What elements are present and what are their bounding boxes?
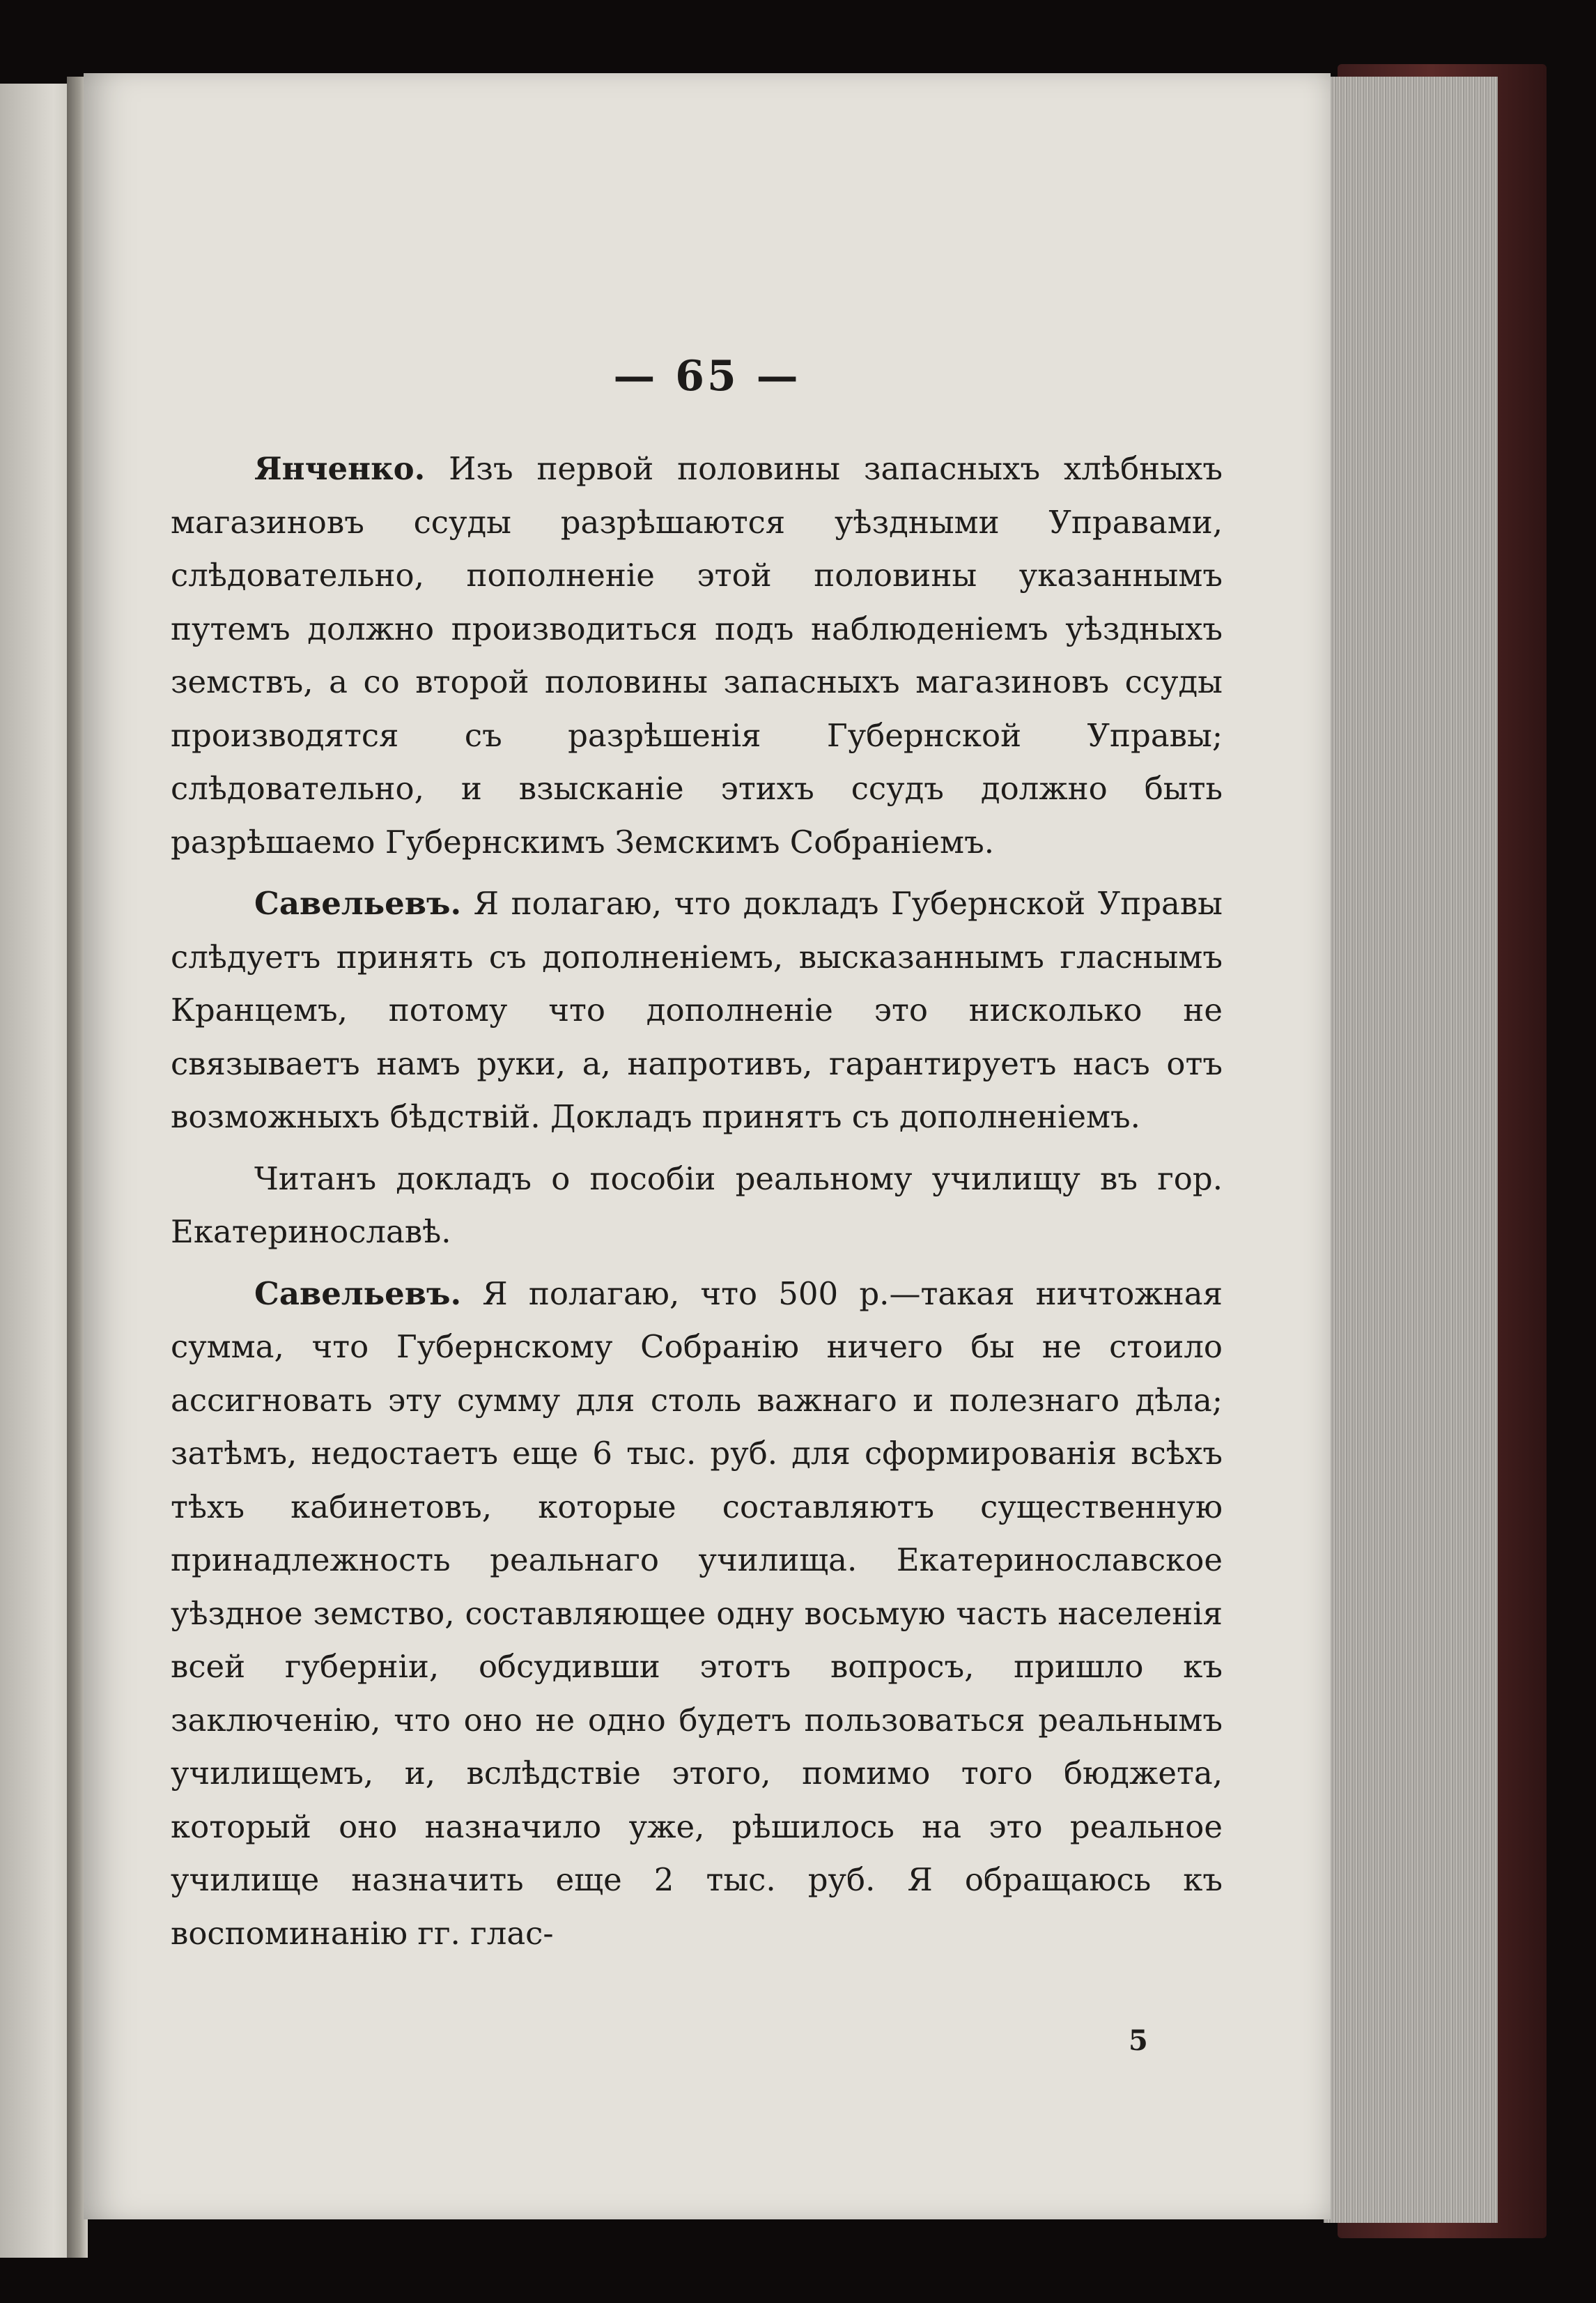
page-text: [171, 442, 1223, 1960]
signature-mark: 5: [1129, 2024, 1148, 2057]
page-number-header: — 65 —: [613, 352, 801, 401]
paragraph-text: Я полагаю, что 500 р.—такая ничтожная сумма, что Губернскому Собранію ничего бы не стоило ассигновать эту сумму для столь важнаго и полезнаго дѣла; затѣмъ, недостаетъ еще 6 тыс. руб. для сформированія всѣхъ тѣхъ кабинетовъ, которые составляютъ существенную принадлежность реальнаго училища. Екатеринославское уѣздное земство, составляющее одну восьмую часть населенія всей губерніи, обсудивши этотъ вопросъ, пришло къ заключенію, что оно не одно будетъ пользоваться реальнымъ училищемъ, и, вслѣдствіе этого, помимо того бюджета, который оно назначило уже, рѣшилось на это реальное училище назначить еще 2 тыс. руб. Я обращаюсь къ воспоминанію гг. глас-: [171, 1274, 1223, 1952]
page-edges: [1324, 77, 1498, 2223]
speaker-name: Савельевъ.: [254, 1274, 462, 1312]
paragraph-2: [171, 877, 1223, 1144]
book-page: [84, 73, 1331, 2219]
paragraph-4: [171, 1268, 1223, 1961]
left-page-edge: [0, 84, 77, 2258]
paragraph-text: Изъ первой половины запасныхъ хлѣбныхъ магазиновъ ссуды разрѣшаются уѣздными Управами, слѣдовательно, пополненіе этой половины указаннымъ путемъ должно производиться подъ наблюденіемъ уѣздныхъ земствъ, а со второй половины запасныхъ магазиновъ ссуды производятся съ разрѣшенія Губернской Управы; слѣдовательно, и взысканіе этихъ ссудъ должно быть разрѣшаемо Губернскимъ Земскимъ Собраніемъ.: [171, 450, 1223, 861]
speaker-name: Савельевъ.: [254, 885, 462, 922]
speaker-name: Янченко.: [254, 450, 426, 487]
paragraph-text: Я полагаю, что докладъ Губернской Управы слѣдуетъ принять съ дополненіемъ, высказаннымъ гласнымъ Кранцемъ, потому что дополненіе это нисколько не связываетъ намъ руки, а, напротивъ, гарантируетъ насъ отъ возможныхъ бѣдствій. Докладъ принятъ съ дополненіемъ.: [171, 885, 1223, 1135]
paragraph-3: [171, 1153, 1223, 1259]
paragraph-text: Читанъ докладъ о пособіи реальному училищу въ гор. Екатеринославѣ.: [171, 1160, 1223, 1250]
paragraph-1: [171, 442, 1223, 869]
